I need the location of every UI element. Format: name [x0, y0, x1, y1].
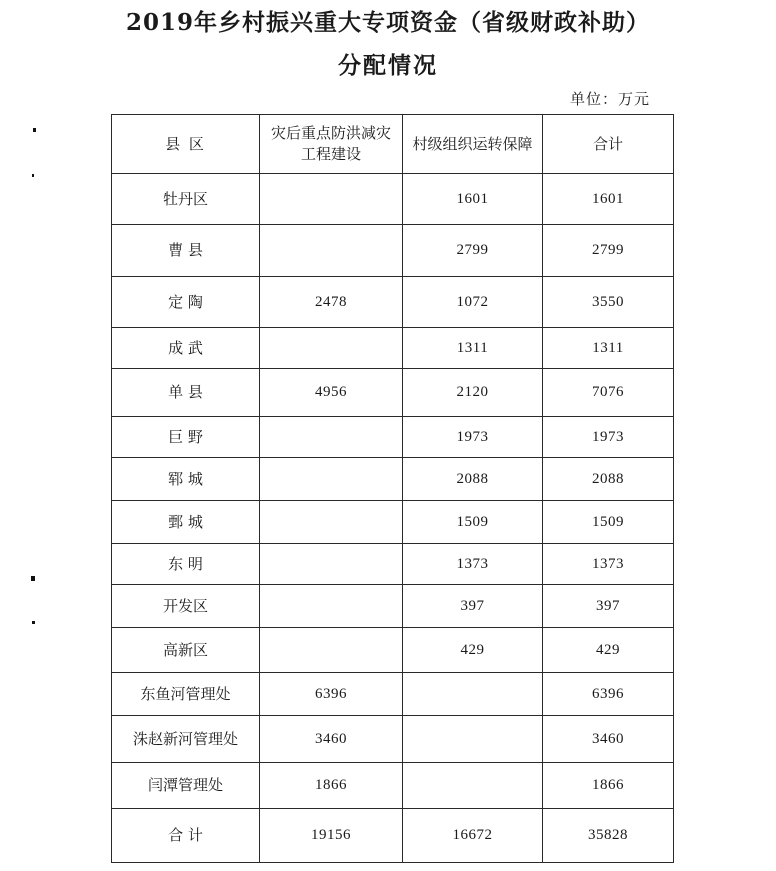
total-value: 3550 [543, 277, 674, 328]
county-cell: 高新区 [112, 628, 260, 673]
flood-value [260, 225, 403, 277]
county-cell: 东鱼河管理处 [112, 673, 260, 716]
total-value: 7076 [543, 369, 674, 417]
table-row [112, 585, 674, 628]
county-cell: 东 明 [112, 544, 260, 585]
flood-value: 2478 [260, 277, 403, 328]
county-cell: 洙赵新河管理处 [112, 716, 260, 763]
table-row [112, 628, 674, 673]
county-cell: 巨 野 [112, 417, 260, 458]
village-value [403, 673, 543, 716]
county-cell: 开发区 [112, 585, 260, 628]
table-row [112, 673, 674, 716]
village-value: 2088 [403, 458, 543, 501]
header-row [112, 115, 674, 174]
table-row [112, 174, 674, 225]
header-county: 县 区 [112, 115, 260, 174]
scan-speck [31, 576, 35, 581]
header-village-org: 村级组织运转保障 [403, 115, 543, 174]
village-value: 1311 [403, 328, 543, 369]
flood-value [260, 174, 403, 225]
total-value: 3460 [543, 716, 674, 763]
total-value: 2088 [543, 458, 674, 501]
flood-value: 1866 [260, 763, 403, 809]
county-cell: 曹 县 [112, 225, 260, 277]
flood-value [260, 544, 403, 585]
grand-village-value: 16672 [403, 809, 543, 863]
document-title: 2019年乡村振兴重大专项资金（省级财政补助） [125, 9, 650, 36]
county-cell: 鄄 城 [112, 501, 260, 544]
village-value: 2799 [403, 225, 543, 277]
flood-value [260, 417, 403, 458]
unit-label: 单位：万元 [569, 90, 650, 108]
table-row [112, 417, 674, 458]
village-value: 1601 [403, 174, 543, 225]
table-row [112, 225, 674, 277]
total-value: 1866 [543, 763, 674, 809]
table-row [112, 763, 674, 809]
flood-value: 6396 [260, 673, 403, 716]
total-value: 397 [543, 585, 674, 628]
document-subtitle: 分配情况 [338, 52, 438, 79]
total-row [112, 809, 674, 863]
flood-value: 3460 [260, 716, 403, 763]
county-cell: 成 武 [112, 328, 260, 369]
table-row [112, 328, 674, 369]
table-row [112, 369, 674, 417]
total-value: 2799 [543, 225, 674, 277]
total-value: 1973 [543, 417, 674, 458]
total-value: 429 [543, 628, 674, 673]
village-value: 1973 [403, 417, 543, 458]
county-cell: 牡丹区 [112, 174, 260, 225]
total-label: 合 计 [112, 809, 260, 863]
village-value [403, 716, 543, 763]
grand-total-value: 35828 [543, 809, 674, 863]
flood-value [260, 328, 403, 369]
table-row [112, 544, 674, 585]
flood-value [260, 458, 403, 501]
village-value [403, 763, 543, 809]
county-cell: 闫潭管理处 [112, 763, 260, 809]
table-row [112, 458, 674, 501]
village-value: 2120 [403, 369, 543, 417]
flood-value [260, 585, 403, 628]
table-row [112, 501, 674, 544]
allocation-table [111, 114, 674, 863]
flood-value: 4956 [260, 369, 403, 417]
total-value: 1509 [543, 501, 674, 544]
county-cell: 单 县 [112, 369, 260, 417]
village-value: 1373 [403, 544, 543, 585]
village-value: 429 [403, 628, 543, 673]
total-value: 1373 [543, 544, 674, 585]
village-value: 397 [403, 585, 543, 628]
village-value: 1072 [403, 277, 543, 328]
scan-speck [32, 174, 34, 177]
table-row [112, 716, 674, 763]
flood-value [260, 628, 403, 673]
village-value: 1509 [403, 501, 543, 544]
total-value: 6396 [543, 673, 674, 716]
flood-value [260, 501, 403, 544]
scan-speck [32, 621, 35, 624]
county-cell: 郓 城 [112, 458, 260, 501]
total-value: 1311 [543, 328, 674, 369]
header-total: 合计 [543, 115, 674, 174]
scan-speck [33, 128, 36, 132]
total-value: 1601 [543, 174, 674, 225]
county-cell: 定 陶 [112, 277, 260, 328]
header-flood-control: 灾后重点防洪减灾工程建设 [260, 115, 403, 174]
table-row [112, 277, 674, 328]
grand-flood-value: 19156 [260, 809, 403, 863]
